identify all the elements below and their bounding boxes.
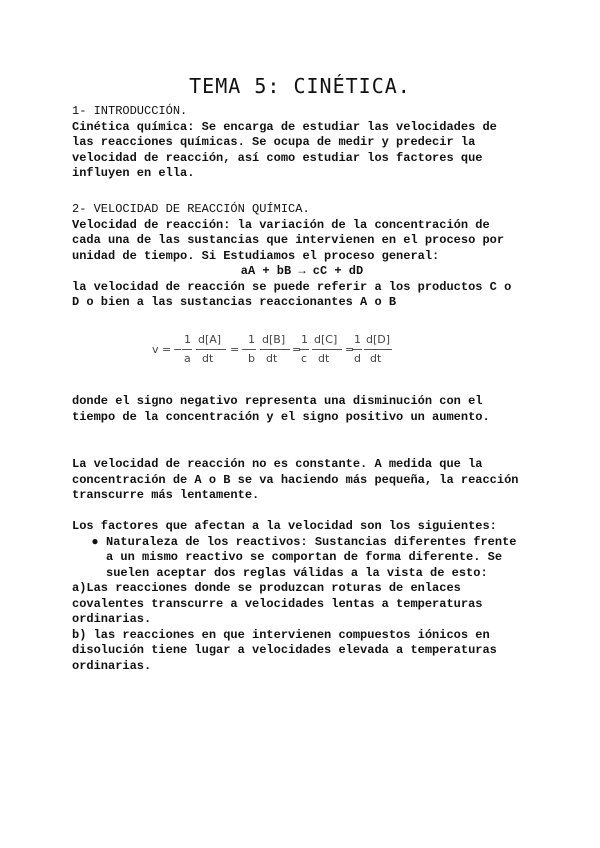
page-title: TEMA 5: CINÉTICA. [189,74,411,98]
formula-equals: = [230,343,240,356]
formula-numerator: 1 [354,333,361,346]
fraction-bar [352,349,362,350]
paragraph-line: transcurre más lentamente. [72,488,260,502]
formula-denominator: a [184,352,191,365]
formula-numerator: 1 [301,333,308,346]
paragraph-line: velocidad de reacción, así como estudiar los factores que [72,150,483,165]
fraction-bar [312,349,342,350]
list-item [72,535,542,582]
fraction-bar [260,349,290,350]
fraction-bar [364,349,392,350]
rule-b-line: b) las reacciones en que intervienen compuestos iónicos en [72,627,490,642]
formula-denominator: c [301,352,308,365]
rule-b-line: disolución tiene lugar a velocidades elevada a temperaturas [72,643,497,657]
rate-formula [152,333,392,367]
paragraph-line: unidad de tiempo. Si Estudiamos el proceso general: [72,248,440,263]
formula-equals: = [292,343,302,356]
bullet-line: Naturaleza de los reactivos: Sustancias diferentes frente [106,534,517,549]
paragraph-line: D o bien a las sustancias reaccionantes A o B [72,295,397,309]
formula-v: v [152,343,159,356]
formula-numerator: 1 [184,333,191,346]
fraction-bar [196,349,226,350]
formula-numerator: d[D] [366,333,391,346]
rule-b-line: ordinarias. [72,658,152,673]
fraction-bar [246,349,256,350]
formula-numerator: d[B] [262,333,286,346]
bullet-icon: ● [91,534,99,549]
formula-denominator: b [248,352,255,365]
formula-minus: − [241,343,251,356]
paragraph-line: cada una de las sustancias que intervienen en el proceso por [72,233,505,247]
reaction-equation: aA + bB → cC + dD [240,264,364,278]
formula-denominator: dt [370,352,382,365]
paragraph-line: Cinética química: Se encarga de estudiar las velocidades de [72,119,497,134]
factors-section [72,519,542,674]
section-velocidad [72,202,532,311]
paragraph-line: donde el signo negativo representa una disminución con el [72,394,483,408]
paragraph-line: tiempo de la concentración y el signo positivo un aumento. [72,409,490,424]
paragraph-line: influyen en ella. [72,166,195,180]
fraction-bar [182,349,192,350]
fraction-bar [299,349,309,350]
bullet-line: suelen aceptar dos reglas válidas a la vista de esto: [106,565,488,580]
paragraph-line: concentración de A o B se va haciendo más pequeña, la reacción [72,472,519,487]
formula-numerator: d[A] [198,333,222,346]
section-heading: 2- VELOCIDAD DE REACCIÓN QUÍMICA. [72,202,310,216]
rule-a-line: a)Las reacciones donde se produzcan roturas de enlaces [72,581,461,595]
not-constant-paragraph [72,457,532,504]
rule-a-line: covalentes transcurre a velocidades lentas a temperaturas [72,596,483,611]
formula-numerator: d[C] [314,333,338,346]
section-introduccion [72,104,532,182]
paragraph-line: las reacciones químicas. Se ocupa de medir y predecir la [72,135,476,149]
formula-equals: = [162,343,172,356]
formula-minus: − [173,343,183,356]
rule-a-line: ordinarias. [72,612,152,626]
formula-numerator: 1 [248,333,255,346]
section-heading: 1- INTRODUCCIÓN. [72,104,188,118]
bullet-line: a un mismo reactivo se comportan de forma diferente. Se [106,550,503,564]
formula-denominator: d [354,352,361,365]
paragraph-line: la velocidad de reacción se puede referir a los productos C o [72,279,512,294]
factors-intro: Los factores que afectan a la velocidad son los siguientes: [72,519,497,533]
formula-equals: = [345,343,355,356]
paragraph-line: La velocidad de reacción no es constante. A medida que la [72,457,483,471]
formula-denominator: dt [202,352,214,365]
sign-explanation [72,394,532,425]
formula-denominator: dt [318,352,330,365]
formula-denominator: dt [266,352,278,365]
paragraph-line: Velocidad de reacción: la variación de la concentración de [72,217,490,232]
